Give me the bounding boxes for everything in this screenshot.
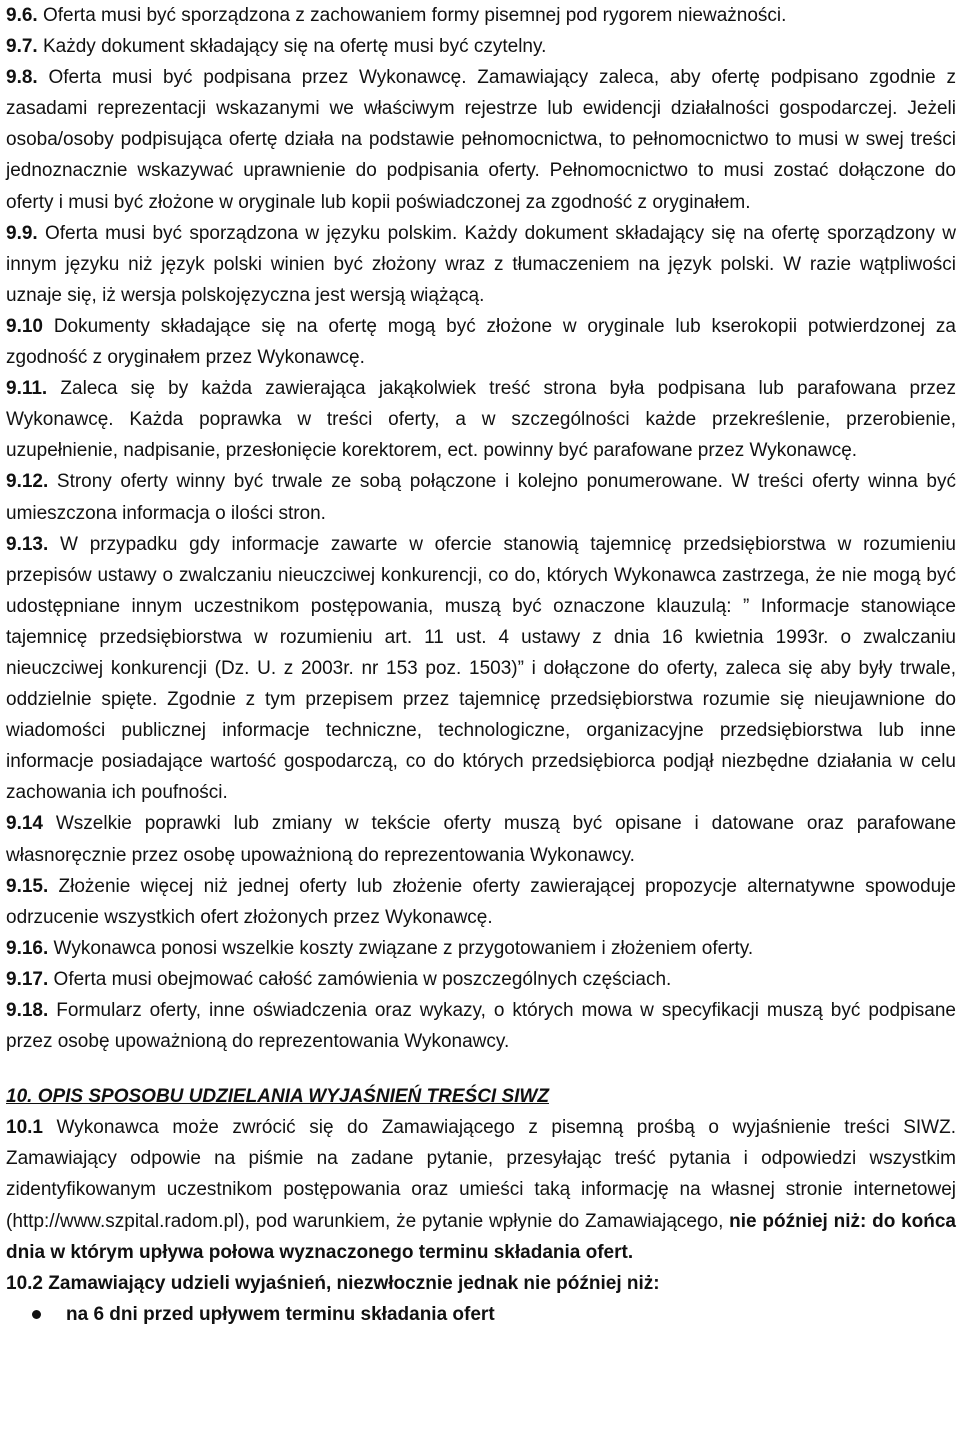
paragraph-9-12	[6, 466, 956, 528]
paragraph-text: Oferta musi być sporządzona w języku polskim. Każdy dokument składający się na ofertę sporządzony w innym języku niż język polski winien być złożony wraz z tłumaczeniem na język polski. W razie wątpliwości uznaje się, iż wersja polskojęzyczna jest wersją wiążącą.	[6, 222, 956, 306]
paragraph-9-17	[6, 964, 956, 995]
bullet-list	[6, 1299, 956, 1330]
paragraph-9-14	[6, 808, 956, 870]
paragraph-9-11	[6, 373, 956, 466]
section-spacer	[6, 1057, 956, 1081]
paragraph-number: 9.9.	[6, 222, 38, 244]
paragraph-text: Dokumenty składające się na ofertę mogą być złożone w oryginale lub kserokopii potwierdzonej za zgodność z oryginałem przez Wykonawcę.	[6, 315, 957, 369]
paragraph-number: 9.15.	[6, 875, 49, 897]
paragraph-number: 9.16.	[6, 937, 49, 959]
paragraph-number: 10.2	[6, 1272, 43, 1294]
paragraph-number: 9.10	[6, 315, 43, 337]
paragraph-number: 9.8.	[6, 67, 38, 89]
paragraph-9-8	[6, 62, 956, 217]
paragraph-text: W przypadku gdy informacje zawarte w ofercie stanowią tajemnicę przedsiębiorstwa w rozumieniu przepisów ustawy o zwalczaniu nieuczciwej konkurencji, co do, których Wykonawca zastrzega, że nie mogą być udostępniane innym uczestnikom postępowania, muszą być oznaczone klauzulą: ” Informacje stanowiące tajemnicę przedsiębiorstwa w rozumieniu art. 11 ust. 4 ustawy z dnia 16 kwietnia 1993r. o zwalczaniu nieuczciwej konkurencji (Dz. U. z 2003r. nr 153 poz. 1503)” i dołączone do oferty, zaleca się aby były trwale, oddzielnie spięte. Zgodnie z tym przepisem przez tajemnicę przedsiębiorstwa rozumie się nieujawnione do wiadomości publicznej informacje techniczne, technologiczne, organizacyjne przedsiębiorstwa lub inne informacje posiadające wartość gospodarczą, co do których przedsiębiorca podjął niezbędne działania w celu zachowania ich poufności.	[6, 533, 956, 804]
paragraph-text: Zamawiający udzieli wyjaśnień, niezwłocznie jednak nie później niż:	[48, 1272, 660, 1294]
paragraph-9-6	[6, 0, 956, 31]
paragraph-text: Oferta musi być podpisana przez Wykonawcę. Zamawiający zaleca, aby ofertę podpisano zgodnie z zasadami reprezentacji wskazanymi we właściwym rejestrze lub ewidencji działalności gospodarczej. Jeżeli osoba/osoby podpisująca ofertę działa na podstawie pełnomocnictwa, to pełnomocnictwo to musi w swej treści jednoznacznie wskazywać uprawnienie do podpisania oferty. Pełnomocnictwo to musi zostać dołączone do oferty i musi być złożone w oryginale lub kopii poświadczonej za zgodność z oryginałem.	[6, 67, 956, 213]
paragraph-text: Złożenie więcej niż jednej oferty lub złożenie oferty zawierającej propozycje alternatywne spowoduje odrzucenie wszystkich ofert złożonych przez Wykonawcę.	[6, 875, 956, 928]
paragraph-9-13	[6, 529, 956, 809]
paragraph-number: 9.17.	[6, 968, 49, 990]
paragraph-number: 9.6.	[6, 5, 38, 26]
paragraph-9-10	[6, 311, 956, 373]
paragraph-number: 9.7.	[6, 36, 38, 58]
section-10-heading: 10. OPIS SPOSOBU UDZIELANIA WYJAŚNIEŃ TREŚCI SIWZ	[6, 1086, 549, 1108]
paragraph-text: Strony oferty winny być trwale ze sobą połączone i kolejno ponumerowane. W treści oferty winna być umieszczona informacja o ilości stron.	[6, 471, 957, 524]
paragraph-9-15	[6, 871, 956, 933]
paragraph-number: 9.12.	[6, 471, 49, 493]
paragraph-9-9	[6, 218, 956, 311]
paragraph-text: Wykonawca ponosi wszelkie koszty związane z przygotowaniem i złożeniem oferty.	[53, 937, 754, 959]
paragraph-text: Oferta musi obejmować całość zamówienia w poszczególnych częściach.	[53, 968, 672, 990]
paragraph-9-7	[6, 31, 956, 62]
list-item	[66, 1299, 956, 1330]
paragraph-text: Oferta musi być sporządzona z zachowaniem formy pisemnej pod rygorem nieważności.	[42, 5, 787, 26]
paragraph-number: 9.13.	[6, 533, 49, 555]
paragraph-text: Wszelkie poprawki lub zmiany w tekście oferty muszą być opisane i datowane oraz parafowane własnoręcznie przez osobę upoważnioną do reprezentowania Wykonawcy.	[6, 813, 957, 866]
paragraph-bold-text: nie później niż: do końca dnia w którym upływa połowa wyznaczonego terminu składania ofert.	[6, 1210, 956, 1263]
paragraph-number: 10.1	[6, 1117, 43, 1139]
paragraph-number: 9.14	[6, 813, 43, 835]
paragraph-number: 9.11.	[6, 378, 48, 400]
paragraph-text: Formularz oferty, inne oświadczenia oraz wykazy, o których mowa w specyfikacji muszą być podpisane przez osobę upoważnioną do reprezentowania Wykonawcy.	[6, 1000, 957, 1053]
paragraph-text: Wykonawca może zwrócić się do Zamawiającego z pisemną prośbą o wyjaśnienie treści SIWZ. Zamawiający odpowie na piśmie na zadane pytanie, przesyłając treść pytania i odpowiedzi wszystkim zidentyfikowanym uczestnikom postępowania oraz umieści taką informację na własnej stronie internetowej (http://www.szpital.radom.pl), pod warunkiem, że pytanie wpłynie do Zamawiającego,	[6, 1117, 956, 1232]
paragraph-text: Każdy dokument składający się na ofertę musi być czytelny.	[42, 36, 547, 58]
paragraph-9-16	[6, 933, 956, 964]
paragraph-number: 9.18.	[6, 1000, 49, 1021]
paragraph-10-1	[6, 1112, 956, 1267]
paragraph-10-2	[6, 1268, 956, 1299]
list-item-text: na 6 dni przed upływem terminu składania ofert	[66, 1303, 495, 1325]
paragraph-text: Zaleca się by każda zawierająca jakąkolwiek treść strona była podpisana lub parafowana przez Wykonawcę. Każda poprawka w treści oferty, a w szczególności każde przekreślenie, przerobienie, uzupełnienie, nadpisanie, przesłonięcie korektorem, ect. powinny być parafowane przez Wykonawcę.	[6, 378, 956, 462]
bullet-icon	[32, 1310, 41, 1319]
paragraph-9-18	[6, 995, 956, 1057]
